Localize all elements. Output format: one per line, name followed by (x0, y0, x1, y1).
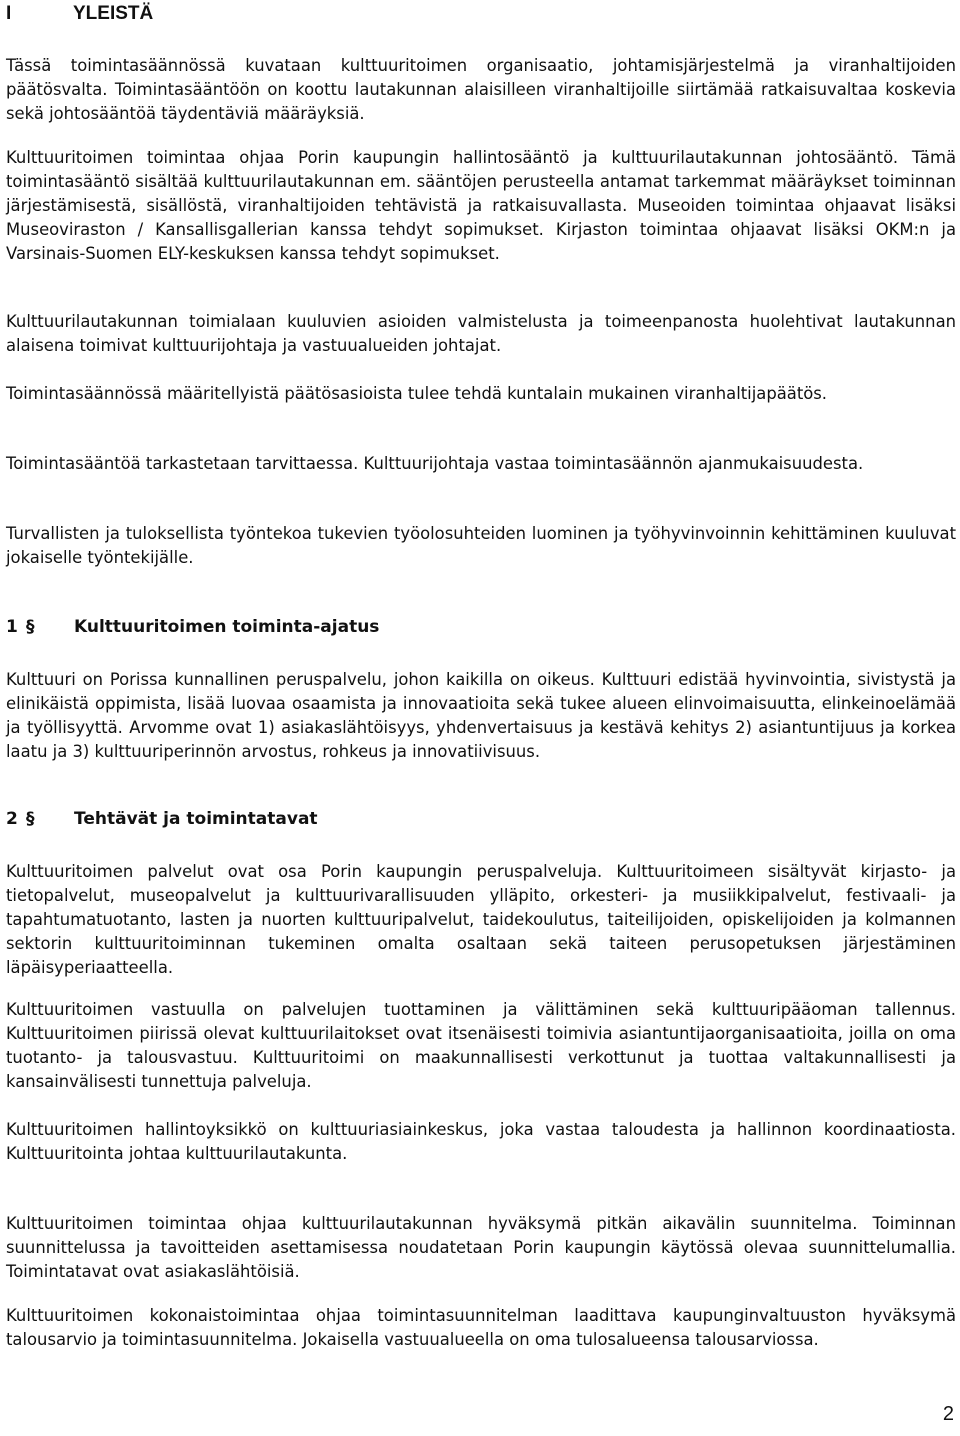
intro-paragraph-4: Toimintasäännössä määritellyistä päätösasioista tulee tehdä kuntalain mukainen viranhaltijapäätös. (6, 384, 828, 403)
intro-paragraph-3: Kulttuurilautakunnan toimialaan kuuluvien asioiden valmistelusta ja toimeenpanosta huolehtivat lautakunnan alaisena toimivat kulttuurijohtaja ja vastuualueiden johtajat. (6, 312, 956, 355)
section-2-paragraph-1: Kulttuuritoimen palvelut ovat osa Porin kaupungin peruspalveluja. Kulttuuritoimeen sisältyvät kirjasto- ja tietopalvelut, museopalvelut ja kulttuurivarallisuuden ylläpito, orkesteri- ja musiikkipalvelut, festivaali- ja tapahtumatuotanto, lasten ja nuorten kulttuuripalvelut, taidekoulutus, taiteilijoiden, opiskelijoiden ja kolmannen sektorin kulttuuritoiminnan tukeminen omalta osaltaan sekä taiteen perusopetuksen järjestäminen läpäisyperiaatteella. (6, 862, 956, 977)
chapter-number: I (6, 3, 12, 24)
section-1-paragraph-1: Kulttuuri on Porissa kunnallinen peruspalvelu, johon kaikilla on oikeus. Kulttuuri edistää hyvinvointia, sivistystä ja elinikäistä oppimista, lisää luovaa osaamista ja innovaatioita sekä tukee alueen elinvoimaisuutta, elinkeinoelämää ja työllisyyttä. Arvomme ovat 1) asiakaslähtöisyys, yhdenvertaisuus ja kestävä kehitys 2) asiantuntijuus ja korkea laatu ja 3) kulttuuriperinnön arvostus, rohkeus ja innovatiivisuus. (6, 670, 956, 761)
section-2-paragraph-4: Kulttuuritoimen toimintaa ohjaa kulttuurilautakunnan hyväksymä pitkän aikavälin suunnitelma. Toiminnan suunnittelussa ja tavoitteiden asettamisessa noudatetaan Porin kaupungin käytössä olevaa suunnittelumallia. Toimintatavat ovat asiakaslähtöisiä. (6, 1214, 956, 1281)
intro-paragraph-6: Turvallisten ja tuloksellista työntekoa tukevien työolosuhteiden luominen ja työhyvinvoinnin kehittäminen kuuluvat jokaiselle työntekijälle. (6, 524, 956, 567)
section-2-heading (6, 806, 956, 832)
section-number: 2 (6, 809, 18, 829)
chapter-title: YLEISTÄ (73, 3, 154, 24)
section-2-paragraph-3: Kulttuuritoimen hallintoyksikkö on kulttuuriasiainkeskus, joka vastaa taloudesta ja hallinnon koordinaatiosta. Kulttuuritointa johtaa kulttuurilautakunta. (6, 1120, 956, 1163)
section-1-heading (6, 614, 956, 640)
intro-paragraph-1: Tässä toimintasäännössä kuvataan kulttuuritoimen organisaatio, johtamisjärjestelmä ja viranhaltijoiden päätösvalta. Toimintasääntöön on koottu lautakunnan alaisilleen viranhaltijoille siirtämää ratkaisuvaltaa koskevia sekä johtosääntöä täydentäviä määräyksiä. (6, 56, 956, 123)
page-number: 2 (942, 1403, 954, 1425)
section-2-paragraph-5: Kulttuuritoimen kokonaistoimintaa ohjaa toimintasuunnitelman laadittava kaupunginvaltuuston hyväksymä talousarvio ja toimintasuunnitelma. Jokaisella vastuualueella on oma tulosalueensa talousarviossa. (6, 1306, 956, 1349)
section-2-paragraph-2: Kulttuuritoimen vastuulla on palvelujen tuottaminen ja välittäminen sekä kulttuuripääoman tallennus. Kulttuuritoimen piirissä olevat kulttuurilaitokset ovat itsenäisesti toimivia asiantuntijaorganisaatioita, joilla on oma tuotanto- ja talousvastuu. Kulttuuritoimi on maakunnallisesti verkottunut ja tuottaa valtakunnallisesti ja kansainvälisesti tunnettuja palveluja. (6, 1000, 956, 1091)
intro-paragraph-5: Toimintasääntöä tarkastetaan tarvittaessa. Kulttuurijohtaja vastaa toimintasäännön ajanmukaisuudesta. (6, 454, 864, 473)
section-sign: § (26, 809, 35, 829)
section-sign: § (26, 617, 35, 637)
section-title: Kulttuuritoimen toiminta-ajatus (74, 617, 380, 637)
intro-paragraph-2: Kulttuuritoimen toimintaa ohjaa Porin kaupungin hallintosääntö ja kulttuurilautakunnan johtosääntö. Tämä toimintasääntö sisältää kulttuurilautakunnan em. sääntöjen perusteella antamat tarkemmat määräykset toiminnan järjestämisestä, sisällöstä, viranhaltijoiden tehtävistä ja ratkaisuvallasta. Museoiden toimintaa ohjaavat lisäksi Museoviraston / Kansallisgallerian kanssa tehdyt sopimukset. Kirjaston toimintaa ohjaavat lisäksi OKM:n ja Varsinais-Suomen ELY-keskuksen kanssa tehdyt sopimukset. (6, 148, 956, 263)
section-number: 1 (6, 617, 18, 637)
section-title: Tehtävät ja toimintatavat (74, 809, 318, 829)
